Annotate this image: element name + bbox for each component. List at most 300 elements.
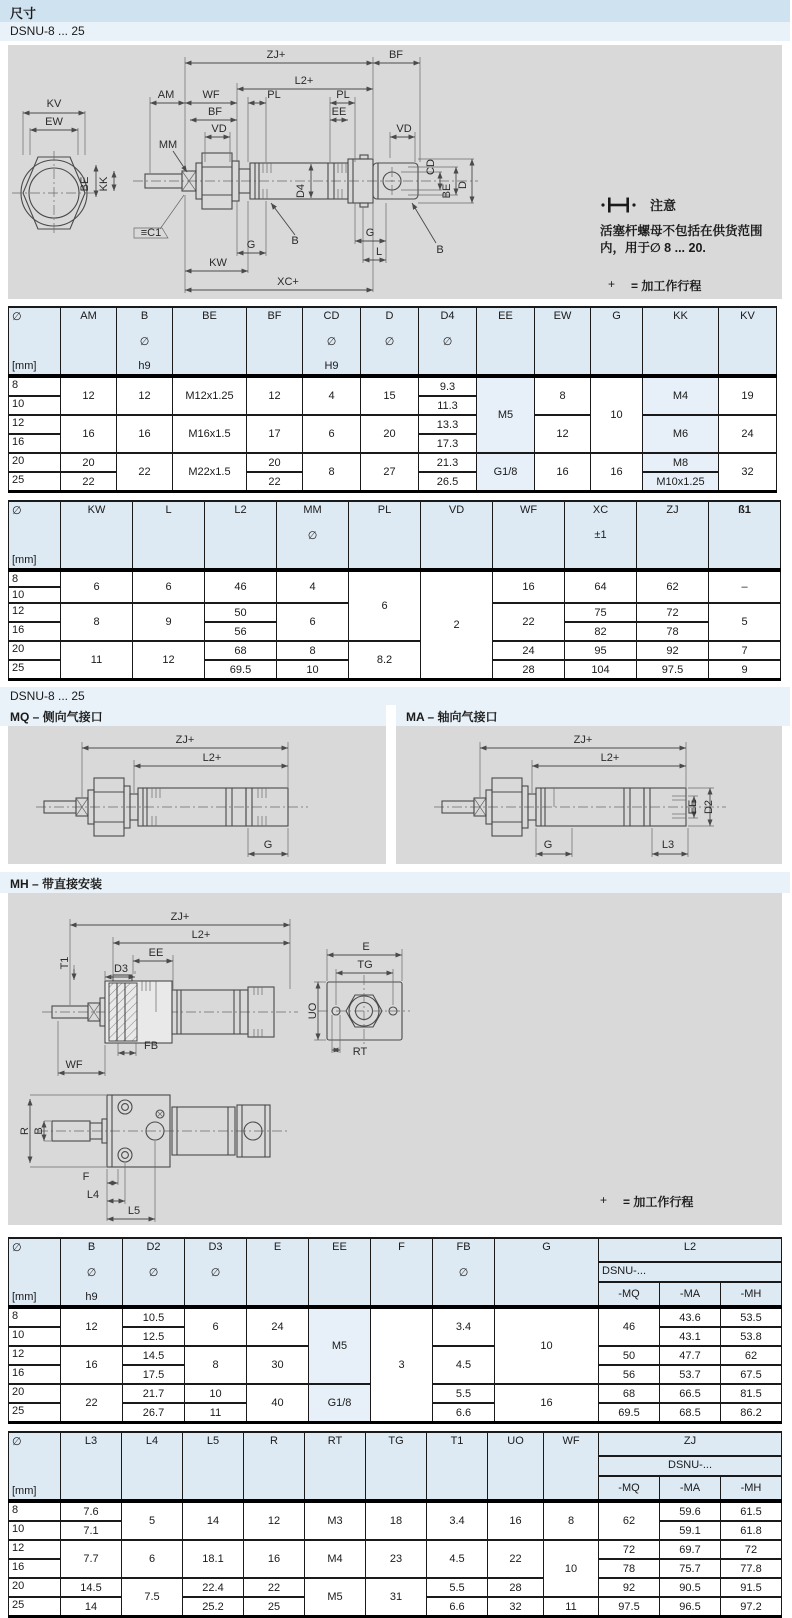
dim-d4: D4 (295, 183, 307, 199)
column-header: R (244, 1432, 305, 1501)
stroke-note-plus: + (608, 277, 616, 291)
table-cell: 24 (247, 1307, 309, 1346)
table-cell: 97.5 (599, 1597, 660, 1617)
column-header: T1 (427, 1432, 488, 1501)
table-cell: 16 (244, 1540, 305, 1578)
dimension-table-basic-2 (8, 500, 781, 681)
dim-be-right: BE (441, 183, 453, 199)
row-size-header: 10 (9, 1521, 61, 1540)
mh-dim-e: E (362, 941, 370, 953)
table-cell: 19 (719, 376, 777, 415)
table-cell: 21.7 (123, 1384, 185, 1403)
mh-dim-tg: TG (357, 959, 373, 971)
column-header: D3 ∅ (185, 1238, 247, 1307)
group-header: L2 (599, 1238, 782, 1262)
dimension-table-basic-1 (8, 306, 777, 493)
table-cell: M4 (305, 1540, 366, 1578)
column-header: FB ∅ (433, 1238, 495, 1307)
table-cell: 78 (637, 622, 709, 641)
column-header: E (247, 1238, 309, 1307)
hex-front-view (12, 98, 96, 235)
mh-drawing (8, 893, 782, 1225)
table-cell: 10 (544, 1540, 599, 1597)
table-cell: 64 (565, 570, 637, 603)
table-cell: 22 (117, 453, 173, 492)
mh-dim-f: F (82, 1171, 90, 1183)
column-header: D4 ∅ (419, 307, 477, 376)
table-cell: 17 (247, 415, 303, 453)
table-cell: 6.6 (433, 1403, 495, 1423)
table-cell: 7.7 (61, 1540, 122, 1578)
dim-wf: WF (202, 89, 220, 101)
table-cell: 12 (61, 1307, 123, 1346)
table-cell: 7.6 (61, 1501, 122, 1521)
table-cell: 56 (599, 1365, 660, 1384)
table-cell: 7.1 (61, 1521, 122, 1540)
dim-l: L (375, 246, 383, 258)
column-header: L5 (183, 1432, 244, 1501)
row-size-header: 20 (9, 1384, 61, 1403)
table-cell: 15 (361, 376, 419, 415)
table-cell: 2 (421, 570, 493, 680)
dim-bf-right: BF (388, 49, 404, 61)
table-cell: 12 (61, 376, 117, 415)
column-header: EE (309, 1238, 371, 1307)
table-cell: 20 (247, 453, 303, 472)
table-cell: 6 (349, 570, 421, 641)
table-cell: 6 (133, 570, 205, 603)
table-cell: 12.5 (123, 1327, 185, 1346)
column-header: L3 (61, 1432, 122, 1501)
table-cell: M5 (309, 1307, 371, 1384)
mh-dim-l4: L4 (86, 1189, 100, 1201)
dim-be-left: BE (79, 176, 91, 192)
table-cell: 9 (133, 603, 205, 641)
table-cell: 75.7 (660, 1559, 721, 1578)
table-cell: 8 (185, 1346, 247, 1384)
row-size-header: 25 (9, 1597, 61, 1617)
table-cell: 61.8 (721, 1521, 782, 1540)
column-header: L2 (205, 501, 277, 570)
table-cell: 10 (185, 1384, 247, 1403)
table-cell: 17.5 (123, 1365, 185, 1384)
table-cell: 22 (247, 472, 303, 492)
table-cell: 8 (535, 376, 591, 415)
mq-drawing-panel (8, 726, 386, 864)
table-row (9, 1578, 782, 1597)
table-cell: 22 (244, 1578, 305, 1597)
table-cell: 3 (371, 1307, 433, 1423)
table-cell: 11 (185, 1403, 247, 1423)
table-cell: 86.2 (721, 1403, 782, 1423)
note-block (600, 195, 792, 257)
table-cell: 92 (599, 1578, 660, 1597)
table-cell: 32 (719, 453, 777, 492)
table-cell: 43.1 (660, 1327, 721, 1346)
mh-dim-r: R (19, 1127, 31, 1135)
table-cell: 5.5 (433, 1384, 495, 1403)
table-cell: 47.7 (660, 1346, 721, 1365)
row-size-header: 8 (9, 376, 61, 396)
table-cell: 16 (493, 570, 565, 603)
row-size-header: 25 (9, 660, 61, 680)
row-size-header: 12 (9, 415, 61, 434)
table-cell: 22 (493, 603, 565, 641)
wrench-size-label: ≡C1 (140, 227, 162, 239)
mh-dim-zj: ZJ+ (170, 911, 190, 923)
table-cell: M10x1.25 (643, 472, 719, 492)
column-header: MM ∅ (277, 501, 349, 570)
mh-dim-t1: T1 (59, 956, 71, 970)
dim-g-right: G (365, 227, 375, 239)
table-cell: 72 (599, 1540, 660, 1559)
table-cell: 56 (205, 622, 277, 641)
column-header: G (495, 1238, 599, 1307)
table-cell: 104 (565, 660, 637, 680)
table-cell: 14.5 (61, 1578, 122, 1597)
table-cell: 3.4 (433, 1307, 495, 1346)
table-cell: 12 (117, 376, 173, 415)
table-cell: 11 (544, 1597, 599, 1617)
table-cell: 10 (495, 1307, 599, 1384)
ma-drawing-panel (396, 726, 782, 864)
table-cell: 22 (488, 1540, 544, 1578)
group-sub-header: -MA (660, 1282, 721, 1307)
group-sub-header: -MA (660, 1476, 721, 1501)
table-cell: 26.7 (123, 1403, 185, 1423)
row-size-header: 8 (9, 1501, 61, 1521)
table-cell: M5 (477, 376, 535, 453)
dim-ee: EE (331, 106, 347, 118)
table-cell: 20 (361, 415, 419, 453)
dim-kw: KW (209, 257, 227, 269)
table-cell: 6 (185, 1307, 247, 1346)
mq-dim-zj: ZJ+ (175, 734, 195, 746)
row-size-header: 20 (9, 453, 61, 472)
mh-dim-l5: L5 (127, 1205, 141, 1217)
table-cell: 14 (183, 1501, 244, 1540)
dimension-table-mounting-2 (8, 1431, 782, 1618)
stroke-note-text: = 加工作行程 (631, 279, 702, 293)
table-cell: 6 (277, 603, 349, 641)
table-cell: 11 (61, 641, 133, 680)
table-cell: M8 (643, 453, 719, 472)
table-cell: 68.5 (660, 1403, 721, 1423)
table-cell: 5.5 (427, 1578, 488, 1597)
row-size-header: 10 (9, 587, 61, 603)
table-cell: M3 (305, 1501, 366, 1540)
series-label: DSNU-8 ... 25 (0, 22, 790, 41)
column-header: B ∅ h9 (61, 1238, 123, 1307)
dim-vd-left: VD (211, 123, 227, 135)
mh-dim-l2: L2+ (191, 929, 211, 941)
mh-dim-uo: UO (307, 1002, 319, 1020)
row-size-header: 20 (9, 1578, 61, 1597)
dim-zj: ZJ+ (266, 49, 286, 61)
mh-flange-view (307, 941, 410, 1058)
column-header: VD (421, 501, 493, 570)
group-brand: DSNU-... (599, 1262, 782, 1281)
series-label-2: DSNU-8 ... 25 (0, 687, 790, 705)
column-header: EW (535, 307, 591, 376)
table-cell: 78 (599, 1559, 660, 1578)
mq-drawing (8, 726, 386, 864)
column-header: L (133, 501, 205, 570)
table-cell: 61.5 (721, 1501, 782, 1521)
table-cell: 26.5 (419, 472, 477, 492)
column-header: ∅ [mm] (9, 307, 61, 376)
column-header: D2 ∅ (123, 1238, 185, 1307)
table-cell: M4 (643, 376, 719, 415)
table-cell: 22 (61, 1384, 123, 1423)
column-header: D ∅ (361, 307, 419, 376)
group-header: ZJ (599, 1432, 782, 1456)
table-cell: 68 (205, 641, 277, 660)
column-header: TG (366, 1432, 427, 1501)
table-cell: 12 (247, 376, 303, 415)
mh-dim-fb: FB (143, 1040, 159, 1052)
table-cell: 16 (591, 453, 643, 492)
table-cell: 62 (721, 1346, 782, 1365)
table-cell: 72 (721, 1540, 782, 1559)
table-row (9, 453, 777, 472)
column-header: B ∅ h9 (117, 307, 173, 376)
section-title-mh: MH – 带直接安装 (0, 872, 790, 893)
column-header: WF (544, 1432, 599, 1501)
column-header: CD ∅ H9 (303, 307, 361, 376)
stroke-note (608, 277, 701, 294)
column-header: ∅ [mm] (9, 1432, 61, 1501)
mh-side-dims (58, 911, 290, 1076)
row-size-header: 20 (9, 641, 61, 660)
table-row (9, 1307, 782, 1327)
table-cell: 7 (709, 641, 781, 660)
table-row (9, 1540, 782, 1559)
table-cell: 7.5 (122, 1578, 183, 1617)
column-header: KV (719, 307, 777, 376)
main-dimension-drawing (8, 45, 782, 299)
table-cell: 9.3 (419, 376, 477, 396)
main-drawing-panel (8, 45, 782, 299)
table-cell: 4.5 (433, 1346, 495, 1384)
column-header: ß1 (709, 501, 781, 570)
table-cell: 8 (61, 603, 133, 641)
table-cell: 97.2 (721, 1597, 782, 1617)
table-cell: 22.4 (183, 1578, 244, 1597)
row-size-header: 12 (9, 1346, 61, 1365)
dim-vd-right: VD (396, 123, 412, 135)
column-header: KK (643, 307, 719, 376)
table-cell: 28 (493, 660, 565, 680)
column-header: ∅ [mm] (9, 501, 61, 570)
table-cell: 25 (244, 1597, 305, 1617)
table-cell: 6.6 (427, 1597, 488, 1617)
row-size-header: 8 (9, 1307, 61, 1327)
dim-b-left: B (291, 235, 299, 247)
column-header: WF (493, 501, 565, 570)
table-cell: 32 (488, 1597, 544, 1617)
column-header: BE (173, 307, 247, 376)
table-cell: 75 (565, 603, 637, 622)
row-size-header: 16 (9, 434, 61, 453)
section-title-ma: MA – 轴向气接口 (396, 705, 790, 726)
mq-dim-g: G (263, 839, 273, 851)
group-sub-header: -MH (721, 1282, 782, 1307)
table-cell: 14 (61, 1597, 122, 1617)
ma-dim-l3: L3 (661, 839, 675, 851)
table-cell: 6 (303, 415, 361, 453)
table-cell: 50 (205, 603, 277, 622)
table-cell: G1/8 (309, 1384, 371, 1423)
dim-kv: KV (46, 98, 62, 110)
dimension-table-mounting-1 (8, 1237, 782, 1424)
table-cell: 11.3 (419, 396, 477, 415)
row-size-header: 12 (9, 1540, 61, 1559)
table-cell: 72 (637, 603, 709, 622)
table-cell: 5 (709, 603, 781, 641)
table-cell: 8 (303, 453, 361, 492)
table-cell: 59.1 (660, 1521, 721, 1540)
dim-l2: L2+ (294, 75, 314, 87)
table-cell: 59.6 (660, 1501, 721, 1521)
table-cell: G1/8 (477, 453, 535, 492)
column-header: EE (477, 307, 535, 376)
table-cell: 18 (366, 1501, 427, 1540)
dim-b-right: B (436, 244, 444, 256)
table-cell: 17.3 (419, 434, 477, 453)
table-cell: 9 (709, 660, 781, 680)
table-row (9, 641, 781, 660)
stroke-note-2-text: = 加工作行程 (623, 1195, 694, 1209)
table-row (9, 415, 777, 434)
table-cell: 50 (599, 1346, 660, 1365)
dim-xc: XC+ (277, 276, 299, 288)
group-brand: DSNU-... (599, 1456, 782, 1475)
dim-am: AM (157, 89, 175, 101)
table-cell: 12 (133, 641, 205, 680)
table-cell: 13.3 (419, 415, 477, 434)
table-cell: 18.1 (183, 1540, 244, 1578)
row-size-header: 10 (9, 1327, 61, 1346)
table-cell: M5 (305, 1578, 366, 1617)
dim-kk: KK (98, 176, 110, 192)
row-size-header: 16 (9, 1365, 61, 1384)
row-size-header: 25 (9, 472, 61, 492)
row-size-header: 16 (9, 1559, 61, 1578)
table-cell: 10.5 (123, 1307, 185, 1327)
row-size-header: 10 (9, 396, 61, 415)
table-cell: 30 (247, 1346, 309, 1384)
table-cell: 12 (244, 1501, 305, 1540)
table-cell: 3.4 (427, 1501, 488, 1540)
table-cell: 8 (277, 641, 349, 660)
dim-ew: EW (45, 116, 63, 128)
table-cell: 4.5 (427, 1540, 488, 1578)
table-cell: 24 (493, 641, 565, 660)
table-cell: 92 (637, 641, 709, 660)
table-cell: 16 (61, 1346, 123, 1384)
page-title: 尺寸 (0, 0, 790, 22)
column-header: KW (61, 501, 133, 570)
table-cell: 8 (544, 1501, 599, 1540)
group-sub-header: -MQ (599, 1282, 660, 1307)
table-cell: 31 (366, 1578, 427, 1617)
ma-dim-g: G (543, 839, 553, 851)
table-cell: M16x1.5 (173, 415, 247, 453)
table-cell: 16 (117, 415, 173, 453)
table-cell: M12x1.25 (173, 376, 247, 415)
column-header: RT (305, 1432, 366, 1501)
table-cell: 66.5 (660, 1384, 721, 1403)
column-header: PL (349, 501, 421, 570)
table-cell: 62 (599, 1501, 660, 1540)
table-cell: 69.5 (205, 660, 277, 680)
row-size-header: 8 (9, 570, 61, 587)
column-header: BF (247, 307, 303, 376)
table-cell: 82 (565, 622, 637, 641)
row-size-header: 12 (9, 603, 61, 622)
dim-d: D (457, 181, 469, 189)
table-cell: 67.5 (721, 1365, 782, 1384)
mh-top-view (19, 1095, 288, 1222)
table-cell: 96.5 (660, 1597, 721, 1617)
table-cell: 21.3 (419, 453, 477, 472)
table-cell: 12 (535, 415, 591, 453)
table-cell: M6 (643, 415, 719, 453)
table-cell: 8.2 (349, 641, 421, 680)
section-title-mq: MQ – 侧向气接口 (0, 705, 386, 726)
table-cell: 22 (61, 472, 117, 492)
ma-dim-l2: L2+ (600, 752, 620, 764)
table-cell: 68 (599, 1384, 660, 1403)
group-sub-header: -MH (721, 1476, 782, 1501)
table-cell: 10 (277, 660, 349, 680)
dimension-lines (79, 49, 472, 290)
ma-dim-zj: ZJ+ (573, 734, 593, 746)
note-line-2: 内，用于∅ 8 ... 20. (600, 241, 706, 255)
table-cell: 6 (122, 1540, 183, 1578)
table-cell: 43.6 (660, 1307, 721, 1327)
column-header: XC ±1 (565, 501, 637, 570)
table-cell: 69.5 (599, 1403, 660, 1423)
table-cell: 4 (277, 570, 349, 603)
column-header: ZJ (637, 501, 709, 570)
row-size-header: 25 (9, 1403, 61, 1423)
table-cell: 53.8 (721, 1327, 782, 1346)
table-cell: 23 (366, 1540, 427, 1578)
mh-dim-rt: RT (352, 1046, 368, 1058)
mh-dim-ee: EE (148, 947, 164, 959)
table-cell: 69.7 (660, 1540, 721, 1559)
table-cell: 4 (303, 376, 361, 415)
table-cell: 95 (565, 641, 637, 660)
table-cell: 14.5 (123, 1346, 185, 1365)
table-cell: 46 (205, 570, 277, 603)
group-sub-header: -MQ (599, 1476, 660, 1501)
table-cell: 46 (599, 1307, 660, 1346)
table-cell: 53.7 (660, 1365, 721, 1384)
table-row (9, 376, 777, 396)
table-cell: M22x1.5 (173, 453, 247, 492)
table-cell: 5 (122, 1501, 183, 1540)
table-cell: 28 (488, 1578, 544, 1597)
column-header: L4 (122, 1432, 183, 1501)
note-icon (600, 196, 640, 214)
table-cell: 90.5 (660, 1578, 721, 1597)
mh-side-view (42, 975, 298, 1043)
table-row (9, 570, 781, 587)
table-row (9, 1501, 782, 1521)
